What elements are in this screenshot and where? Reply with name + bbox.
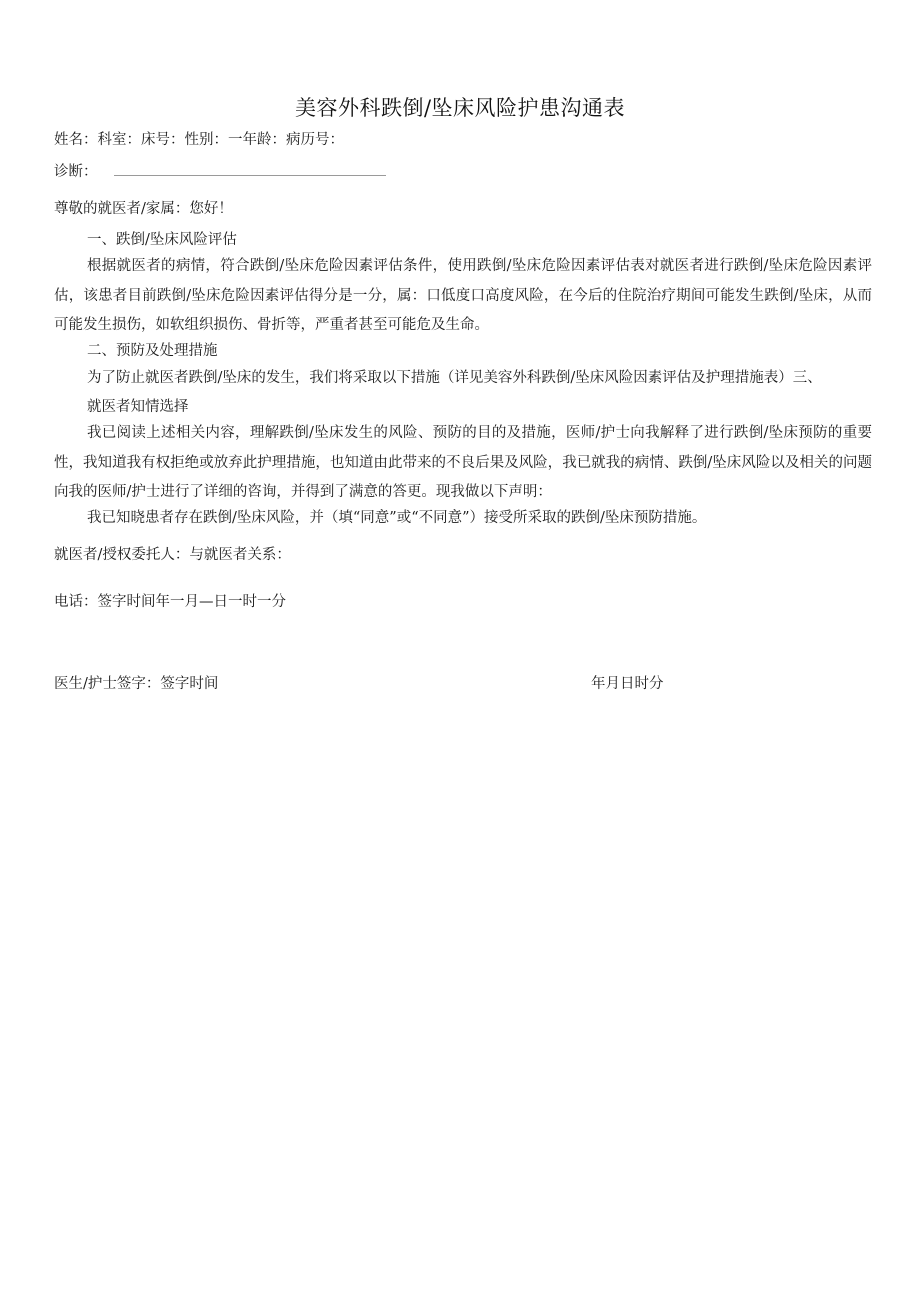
document-title: 美容外科跌倒/坠床风险护患沟通表 [294, 96, 626, 120]
diagnosis-row [54, 161, 386, 182]
section1-body: 根据就医者的病情，符合跌倒/坠床危险因素评估条件，使用跌倒/坠床危险因素评估表对就医者进行跌倒/坠床危险因素评估，该患者目前跌倒/坠床危险因素评估得分是一分，属：口低度口高度风险，在今后的住院治疗期间可能发生跌倒/坠床，从而可能发生损伤，如软组织损伤、骨折等，严重者甚至可能危及生命。 [54, 258, 872, 333]
declaration: 我已知晓患者存在跌倒/坠床风险，并（填“同意”或“不同意”）接受所采取的跌倒/坠床预防措施。 [87, 510, 707, 526]
diagnosis-blank-line [114, 161, 386, 176]
patient-signature-line: 就医者/授权委托人：与就医者关系： [54, 547, 291, 563]
section2-heading: 二、预防及处理措施 [87, 343, 218, 359]
staff-signature-date: 年月日时分 [591, 676, 664, 692]
diagnosis-label: 诊断： [54, 164, 98, 180]
phone-line: 电话：签字时间年一月—日一时一分 [54, 594, 286, 610]
section1-heading: 一、跌倒/坠床风险评估 [87, 232, 237, 248]
greeting: 尊敬的就医者/家属：您好！ [54, 201, 233, 217]
section3-body: 我已阅读上述相关内容，理解跌倒/坠床发生的风险、预防的目的及措施，医师/护士向我解释了进行跌倒/坠床预防的重要性，我知道我有权拒绝或放弃此护理措施，也知道由此带来的不良后果及风险，我已就我的病情、跌倒/坠床风险以及相关的问题向我的医师/护士进行了详细的咨询，并得到了满意的答更。现我做以下声明： [54, 425, 872, 500]
section2-body: 为了防止就医者跌倒/坠床的发生，我们将采取以下措施（详见美容外科跌倒/坠床风险因素评估及护理措施表）三、 [87, 370, 822, 386]
staff-signature-label: 医生/护士签字：签字时间 [54, 676, 219, 692]
section3-heading: 就医者知情选择 [87, 399, 189, 415]
patient-info-line: 姓名：科室：床号：性别：一年龄：病历号： [54, 132, 344, 148]
